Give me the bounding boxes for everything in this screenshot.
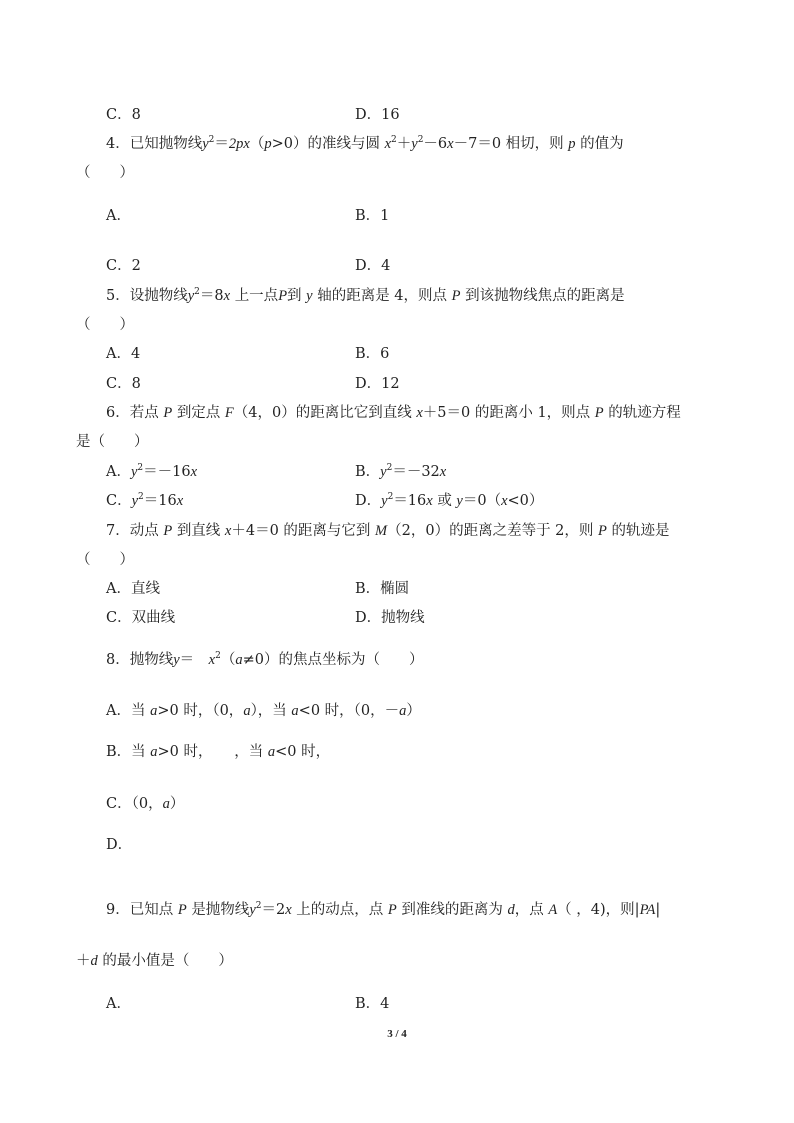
- q5-option-b: B．6: [355, 346, 390, 362]
- q3-option-c: C．8: [106, 107, 141, 123]
- q7-option-a: A．直线: [106, 581, 160, 597]
- q5-option-c: C．8: [106, 376, 141, 392]
- q4-option-a: A．: [106, 208, 131, 224]
- q9-option-b: B．4: [355, 996, 390, 1012]
- question-4-stem: 4．已知抛物线$y^2=2px(p>0)$的准线与圆 $x^2+y^2-6x-7=0$ 相切，则 p 的值为: [106, 135, 624, 152]
- q8-option-a: A．当 a>0 时，（0，a），当 a<0 时，（0，－a）: [106, 703, 421, 719]
- q6-option-c: C．$y^2=16x$: [106, 492, 184, 509]
- q4-option-d: D．4: [355, 258, 391, 274]
- question-9-line2: ＋d 的最小值是（ ）: [76, 953, 233, 969]
- q4-option-b: B．1: [355, 208, 390, 224]
- q8-option-c: C．（0，a）: [106, 796, 185, 812]
- question-6-stem: 6．若点 P 到定点 F（4，0）的距离比它到直线 x＋5＝0 的距离小 1，则点 P 的轨迹方程: [106, 405, 681, 421]
- q7-option-c: C．双曲线: [106, 610, 176, 626]
- question-5-stem: 5．设抛物线$y^2=8x$ 上一点P到 y 轴的距离是 4，则点 P 到该抛物线焦点的距离是: [106, 287, 625, 304]
- q5-option-d: D．12: [355, 376, 400, 392]
- q9-option-a: A．: [106, 996, 131, 1012]
- page-number: 3 / 4: [387, 1028, 407, 1040]
- q7-option-b: B．椭圆: [355, 581, 410, 597]
- question-8-stem: 8．抛物线y＝ $x^2(a\ne 0)$的焦点坐标为（ ）: [106, 651, 424, 668]
- q8-option-d: D．: [106, 837, 133, 853]
- q7-option-d: D．抛物线: [355, 610, 425, 626]
- question-9-stem: 9．已知点 P 是抛物线$y^2=2x$ 上的动点，点 P 到准线的距离为 d，点 A（ ，4)，则|PA|: [106, 901, 661, 918]
- question-6-line2: 是（ ）: [76, 434, 149, 450]
- question-5-paren: （ ）: [76, 317, 134, 333]
- q3-option-d: D．16: [355, 107, 400, 123]
- q5-option-a: A．4: [106, 346, 141, 362]
- q6-option-a: A．$y^2=-16x$: [106, 463, 198, 480]
- question-7-stem: 7．动点 P 到直线 x＋4＝0 的距离与它到 M（2，0）的距离之差等于 2，则 P 的轨迹是: [106, 523, 670, 539]
- question-7-paren: （ ）: [76, 552, 134, 568]
- q4-option-c: C．2: [106, 258, 141, 274]
- question-4-paren: （ ）: [76, 165, 134, 181]
- q6-option-b: B．$y^2=-32x$: [355, 463, 447, 480]
- q8-option-b: B．当 a>0 时， ，当 a<0 时，: [106, 744, 331, 760]
- q6-option-d: D．$y^2=16x$ 或 y＝0（x<0）: [355, 492, 544, 509]
